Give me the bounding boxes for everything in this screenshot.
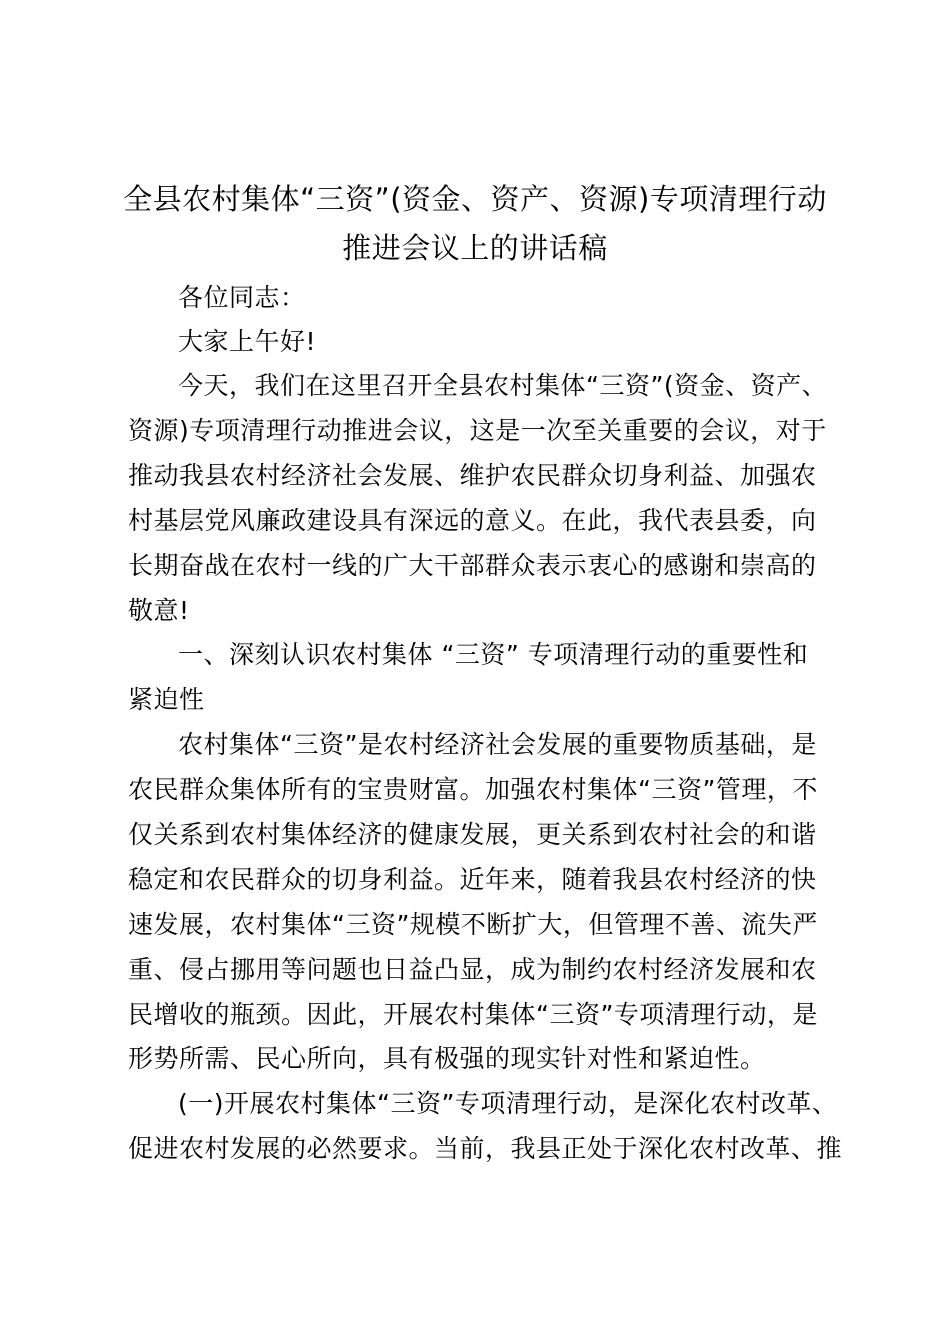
body-line: 重、侵占挪用等问题也日益凸显，成为制约农村经济发展和农	[128, 955, 817, 984]
body-line: 农民群众集体所有的宝贵财富。加强农村集体“三资”管理，不	[128, 775, 818, 804]
section-heading: 一、深刻认识农村集体 “三资” 专项清理行动的重要性和	[178, 640, 809, 669]
body-line: 资源)专项清理行动推进会议，这是一次至关重要的会议，对于	[128, 416, 827, 445]
body-line: 仅关系到农村集体经济的健康发展，更关系到农村社会的和谐	[128, 820, 817, 849]
body-line: 形势所需、民心所向，具有极强的现实针对性和紧迫性。	[128, 1044, 766, 1073]
salutation: 各位同志：	[178, 283, 306, 312]
document-title-line-1: 全县农村集体“三资”(资金、资产、资源)专项清理行动	[123, 182, 827, 216]
body-line: 长期奋战在农村一线的广大干部群众表示衷心的感谢和崇高的	[128, 551, 817, 580]
document-title-line-2: 推进会议上的讲话稿	[342, 231, 608, 265]
greeting: 大家上午好!	[178, 327, 317, 356]
body-line: 农村集体“三资”是农村经济社会发展的重要物质基础，是	[178, 730, 817, 759]
body-line: 促进农村发展的必然要求。当前，我县正处于深化农村改革、推	[128, 1134, 843, 1163]
body-line: 稳定和农民群众的切身利益。近年来，随着我县农村经济的快	[128, 865, 817, 894]
body-line: 今天，我们在这里召开全县农村集体“三资”(资金、资产、	[178, 371, 828, 400]
body-line: 村基层党风廉政建设具有深远的意义。在此，我代表县委，向	[128, 506, 817, 535]
subsection-line: (一)开展农村集体“三资”专项清理行动，是深化农村改革、	[178, 1089, 838, 1118]
body-line: 速发展，农村集体“三资”规模不断扩大，但管理不善、流失严	[128, 910, 818, 939]
body-line: 民增收的瓶颈。因此，开展农村集体“三资”专项清理行动，是	[128, 1000, 818, 1029]
body-line: 敬意!	[128, 596, 190, 625]
body-line: 推动我县农村经济社会发展、维护农民群众切身利益、加强农	[128, 461, 817, 490]
section-heading-cont: 紧迫性	[128, 685, 205, 714]
